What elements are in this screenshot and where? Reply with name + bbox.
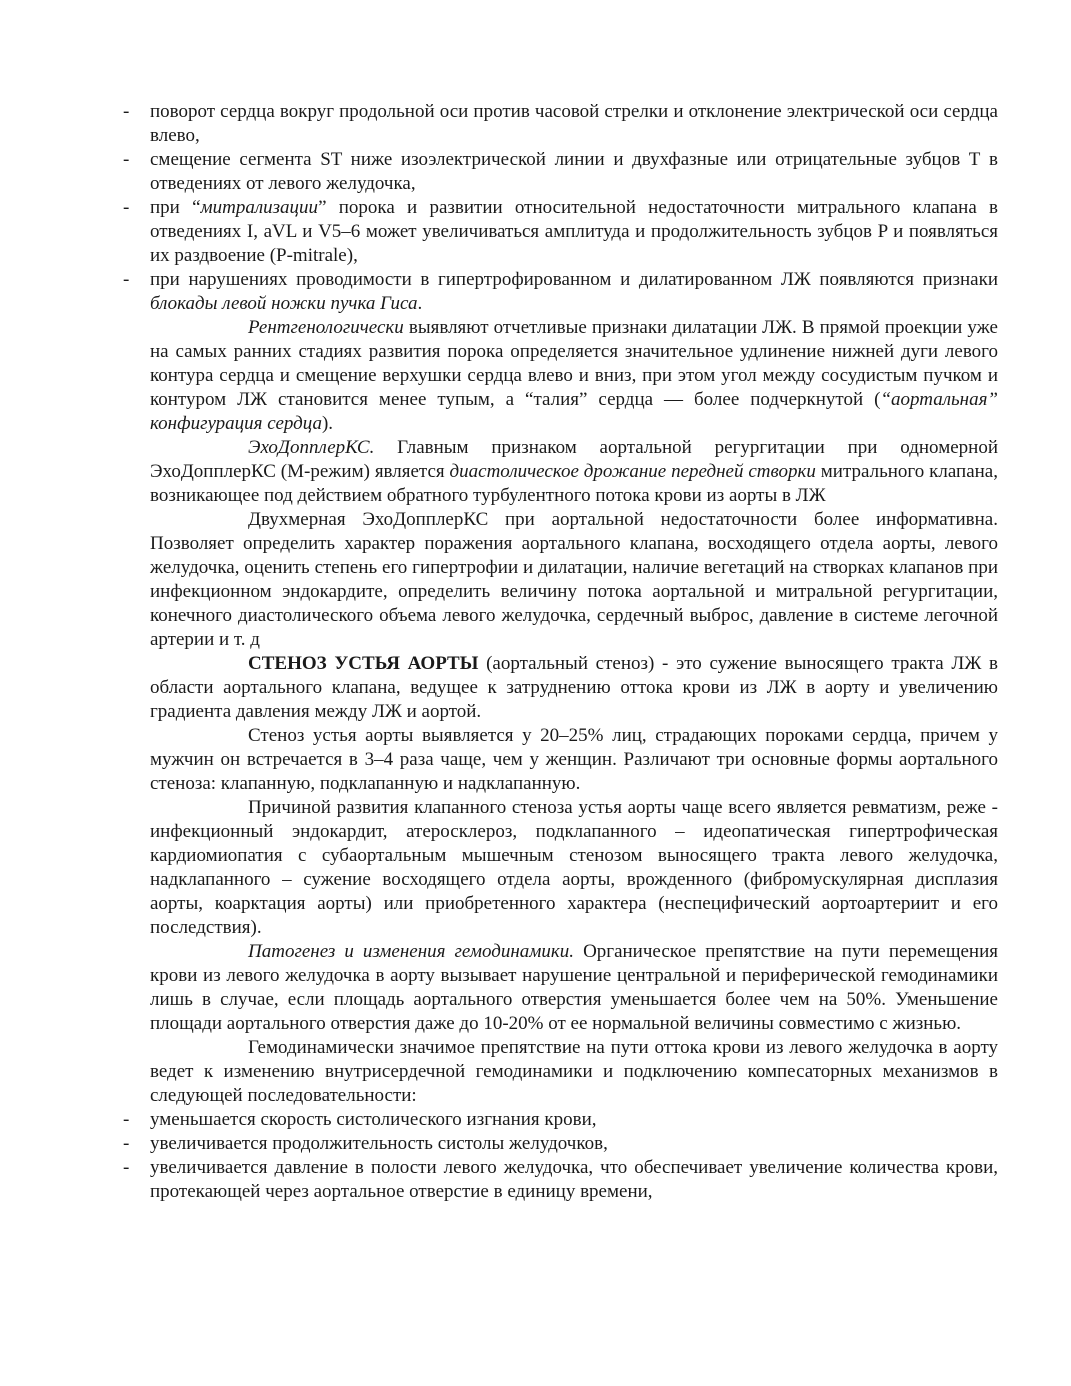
paragraph-xray: Рентгенологически выявляют отчетливые признаки дилатации ЛЖ. В прямой проекции уже на самых ранних стадиях развития порока определяется значительное удлинение нижней дуги левого контура сердца и смещение верхушки сердца влево и вниз, при этом угол между сосудистым пучком и контуром ЛЖ становится менее тупым, а “талия” сердца — более подчеркнутой (“аортальная” конфигурация сердца).	[150, 317, 998, 434]
paragraph-causes: Причиной развития клапанного стеноза устья аорты чаще всего является ревматизм, реже - инфекционный эндокардит, атеросклероз, подклапанного – идеопатическая гипертрофическая кардиомиопатия с субаортальным мышечным стенозом выносящего тракта левого желудочка, надклапанного – сужение восходящего отдела аорты, врожденного (фибромускулярная дисплазия аорты, коарктация аорты) или приобретенного характера (неспецифический аортоартериит и его последствия).	[150, 797, 998, 938]
paragraph-frequency: Стеноз устья аорты выявляется у 20–25% лиц, страдающих пороками сердца, причем у мужчин он встречается в 3–4 раза чаще, чем у женщин. Различают три основные формы аортального стеноза: клапанную, подклапанную и надклапанную.	[150, 725, 998, 794]
list-dash: -	[123, 101, 130, 122]
list-dash: -	[123, 269, 130, 290]
paragraph-hemodynamics: Гемодинамически значимое препятствие на пути оттока крови из левого желудочка в аорту ведет к изменению внутрисердечной гемодинамики и подключению компесаторных механизмов в следующей последовательности:	[150, 1037, 998, 1106]
list-dash: -	[123, 1157, 130, 1178]
list-item: - смещение сегмента ST ниже изоэлектрической линии и двухфазные или отрицательные зубцов Т в отведениях от левого желудочка,	[123, 149, 998, 194]
list-item: - увеличивается давление в полости левого желудочка, что обеспечивает увеличение количества крови, протекающей через аортальное отверстие в единицу времени,	[123, 1157, 998, 1202]
list-dash: -	[123, 1109, 130, 1130]
paragraph-2d-echo: Двухмерная ЭхоДопплерКС при аортальной недостаточности более информативна. Позволяет определить характер поражения аортального клапана, восходящего отдела аорты, левого желудочка, оценить степень его гипертрофии и дилатации, наличие вегетаций на створках клапанов при инфекционном эндокардите, определить величину потока аортальной и митральной регургитации, конечного диастолического объема левого желудочка, сердечный выброс, давление в системе легочной артерии и т. д	[150, 509, 998, 650]
paragraph-pathogenesis: Патогенез и изменения гемодинамики. Органическое препятствие на пути перемещения крови из левого желудочка в аорту вызывает нарушение центральной и периферической гемодинамики лишь в случае, если площадь аортального отверстия уменьшается более чем на 50%. Уменьшение площади аортального отверстия даже до 10-20% от ее нормальной величины совместимо с жизнью.	[150, 941, 998, 1034]
list-item: - увеличивается продолжительность систолы желудочков,	[123, 1133, 608, 1154]
list-item: - при “митрализации” порока и развитии относительной недостаточности митрального клапана в отведениях I, aVL и V5–6 может увеличиваться амплитуда и продолжительность зубцов P и появляться их раздвоение (P-mitrale),	[123, 197, 998, 266]
paragraph-echo: ЭхоДопплерКС. Главным признаком аортальной регургитации при одномерной ЭхоДопплерКС (М-режим) является диастолическое дрожание передней створки митрального клапана, возникающее под действием обратного турбулентного потока крови из аорты в ЛЖ	[150, 437, 998, 506]
list-item: - при нарушениях проводимости в гипертрофированном и дилатированном ЛЖ появляются признаки блокады левой ножки пучка Гиса.	[123, 269, 998, 314]
list-dash: -	[123, 1133, 130, 1154]
list-item: - поворот сердца вокруг продольной оси против часовой стрелки и отклонение электрической оси сердца влево,	[123, 101, 998, 146]
page-content	[123, 100, 999, 1204]
section-heading: СТЕНОЗ УСТЬЯ АОРТЫ	[248, 653, 479, 674]
list-item: - уменьшается скорость систолического изгнания крови,	[123, 1109, 597, 1130]
list-dash: -	[123, 149, 130, 170]
list-dash: -	[123, 197, 130, 218]
paragraph-stenosis-definition: СТЕНОЗ УСТЬЯ АОРТЫ (аортальный стеноз) - это сужение выносящего тракта ЛЖ в области аортального клапана, ведущее к затруднению оттока крови из ЛЖ в аорту и увеличению градиента давления между ЛЖ и аортой.	[150, 653, 999, 722]
